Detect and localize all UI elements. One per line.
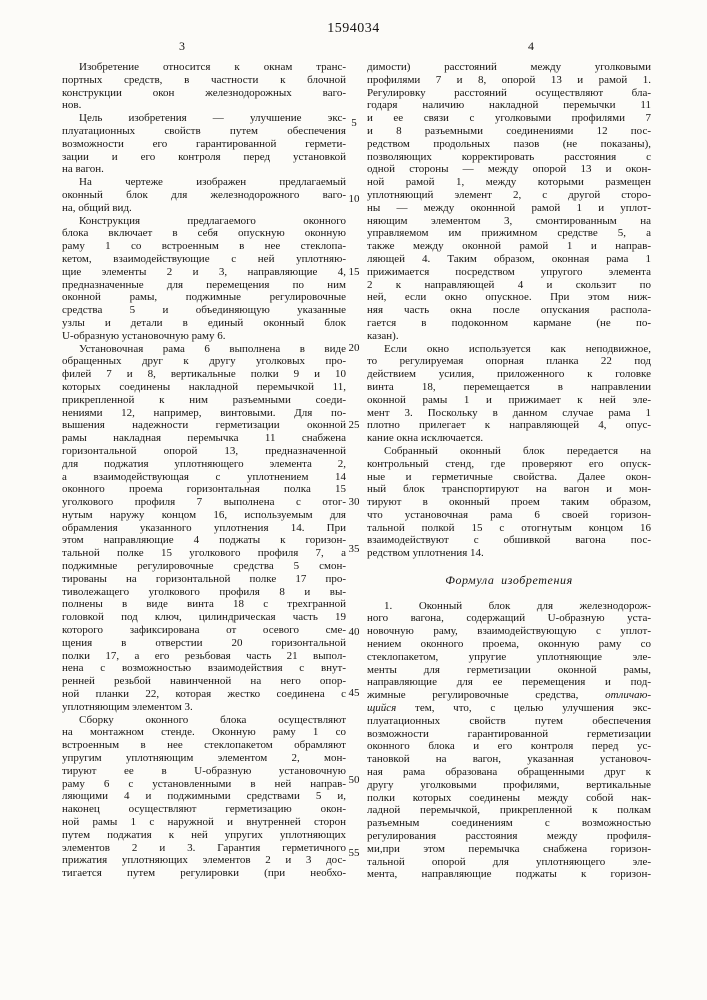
text-line: предназначенные для перемещения по ним: [62, 278, 346, 291]
text-line: оконной рамы, поджимные регулировочные: [62, 291, 346, 304]
text-line: ней, если окно опускное. При этом ниж-: [367, 291, 651, 304]
text-line: тальной опорой для уплотняющего эле-: [367, 855, 651, 868]
text-line: На чертеже изображен предлагаемый: [79, 176, 346, 189]
text-line: Регулировку расстояний осуществляют бла-: [367, 86, 651, 99]
line-number-35: 35: [348, 543, 360, 555]
text-line: раму 1 со встроенным в нее стеклопа-: [62, 240, 346, 253]
text-line: направляющие для ее перемещения и под-: [367, 676, 651, 689]
text-line: U-образную установочную раму 6.: [62, 329, 226, 342]
text-line: няя часть окна после опускания распола-: [367, 304, 651, 317]
text-line: на вагон.: [62, 163, 104, 176]
text-line: ной рамы 1 с наружной и внутренней сторон: [62, 816, 346, 829]
text-line: прижимается посредством упругого элемента: [367, 265, 651, 278]
text-line: ляющей 4. Таким образом, оконная рама 1: [367, 252, 651, 265]
text-line: прижатия уплотняющих элементов 2 и 3 дос-: [62, 854, 346, 867]
text-line: ные и герметичные свойства. Далее окон-: [367, 470, 651, 483]
text-line: новочную раму, взаимодействующую с уплот-: [367, 625, 651, 638]
text-line: этом направляющие 4 поджаты к горизон-: [62, 534, 346, 547]
text-line: нутым наружу концом 16, используемым для: [62, 508, 346, 521]
text-line: и ее связи с уголковыми профилями 7: [367, 112, 651, 125]
text-line: ренней резьбой навинченной на него опор-: [62, 675, 346, 688]
patent-number: 1594034: [327, 21, 380, 36]
column-number-left: 3: [179, 39, 185, 53]
text-line: гается в подоконном кармане (не по-: [367, 316, 651, 329]
text-line: Если окно используется как неподвижное,: [384, 342, 651, 355]
text-line: путем поджатия к ней упругих уплотняющих: [62, 828, 346, 841]
text-line: менты для герметизации оконной рамы,: [367, 663, 651, 676]
text-line: ляющими 4 и поджимными средствами 5 и,: [62, 790, 346, 803]
text-line: винта 18, перемещается в направлении: [367, 380, 651, 393]
text-line: димости) расстояний между уголковыми: [367, 61, 651, 73]
text-line: Собранный оконный блок передается на: [384, 444, 651, 457]
line-number-15: 15: [348, 266, 360, 278]
text-line: Установочная рама 6 выполнена в виде: [79, 342, 346, 355]
text-line: позволяющих корректировать расстояния с: [367, 150, 651, 163]
text-line: узлы и детали в единый оконный блок: [62, 316, 346, 329]
text-line: также между оконной рамой 1 и направ-: [367, 240, 651, 253]
text-line: ми,при этом перемычка снабжена горизон-: [367, 842, 651, 855]
text-line: действием усилия, приложенного к головке: [367, 368, 651, 381]
text-line: профилями 7 и 8, опорой 13 и рамой 1.: [367, 73, 651, 86]
text-line: редством продольных пазов (не показаны),: [367, 137, 651, 150]
text-line: Конструкция предлагаемого оконного: [79, 214, 346, 227]
line-number-gutter: [342, 0, 366, 1000]
text-line: казан).: [367, 329, 399, 342]
line-number-5: 5: [351, 117, 357, 129]
line-number-25: 25: [348, 419, 360, 431]
text-line: кетом, взаимодействующие с ней уплотняю-: [62, 252, 346, 265]
text-line: 1. Оконный блок для железнодорож-: [384, 599, 651, 612]
text-line: одной стороны — между опорой 13 и окон-: [367, 163, 651, 176]
text-line: что установочная рама 6 своей горизон-: [367, 508, 651, 521]
text-line: которого зафиксирована от осевого сме-: [62, 624, 346, 637]
text-line: то регулируемая опорная планка 22 под: [367, 355, 651, 368]
text-line: а взаимодействующая с уплотнением 14: [62, 470, 346, 483]
text-line: поджимные регулировочные средства 5 смон-: [62, 560, 346, 573]
text-line: возможности его гарантированной гермети-: [62, 137, 346, 150]
text-line: оконный блок для железнодорожного ваго-: [62, 188, 346, 201]
text-line: ного вагона, содержащий U-образную уста-: [367, 612, 651, 625]
text-line: тированы на горизонтальной полке 17 про-: [62, 572, 346, 585]
text-line: горизонтальной опорой 13, предназначенной: [62, 444, 346, 457]
text-line: уплотняющий элемент 2, с другой сторо-: [367, 188, 651, 201]
text-line: вышения надежности герметизации оконной: [62, 419, 346, 432]
text-column-right: [367, 61, 651, 881]
text-line: ная рама образована обращенными друг к: [367, 766, 651, 779]
text-line: Цель изобретения — улучшение экс-: [79, 112, 346, 125]
text-line: тируют в оконный проем таким образом,: [367, 496, 651, 509]
text-line: другу уголковыми профилями, вертикальные: [367, 778, 651, 791]
text-column-left: [62, 61, 346, 880]
text-line: оконного блока и его контроля перед ус-: [367, 740, 651, 753]
text-line: упругим уплотняющим элементом 2, мон-: [62, 752, 346, 765]
text-line: обращенных друг к другу уголковых про-: [62, 355, 346, 368]
text-line: тальной полке 15 уголкового профиля 7, а: [62, 547, 346, 560]
text-line: на, общий вид.: [62, 201, 132, 214]
line-number-30: 30: [348, 496, 360, 508]
text-line: которых соединены накладной перемычкой 11,: [62, 380, 346, 393]
text-line: обрамления указанного уплотнения 14. При: [62, 521, 346, 534]
blank-line: [367, 560, 651, 573]
text-line: филей 7 и 8, вертикальные полки 9 и 10: [62, 368, 346, 381]
text-line: плуатационных свойств путем обеспечения: [62, 124, 346, 137]
text-line: встроенным в нее стеклопакетом обрамляют: [62, 739, 346, 752]
text-line: элементов 2 и 3. Гарантия герметичного: [62, 841, 346, 854]
text-line: управляемом им прижимном средстве 5, а: [367, 227, 651, 240]
text-line: уголкового профиля 7 выполнена с отог-: [62, 496, 346, 509]
line-number-10: 10: [348, 193, 360, 205]
text-line: плотно прилегает к направляющей 4, опус-: [367, 419, 651, 432]
text-line: стеклопакетом, упругие уплотняющие эле-: [367, 650, 651, 663]
text-line: мент 3. Поскольку в данном случае рама 1: [367, 406, 651, 419]
text-line: щения в отверстии 20 горизонтальной: [62, 636, 346, 649]
text-line: годаря наличию накладной перемычки 11: [367, 99, 651, 112]
text-line: оконной рамы 1 и прижимает к ней эле-: [367, 393, 651, 406]
text-line: Сборку оконного блока осуществляют: [79, 713, 346, 726]
text-line: оконного проема горизонтальная полка 15: [62, 483, 346, 496]
text-line: нов.: [62, 99, 82, 112]
text-line: зации и его контроля перед установкой: [62, 150, 346, 163]
text-line: и 8 разъемными соединениями 12 пос-: [367, 124, 651, 137]
text-line: рамы накладная перемычка 11 снабжена: [62, 432, 346, 445]
text-line: наконец осуществляют герметизацию окон-: [62, 803, 346, 816]
text-line: на монтажном стенде. Оконную раму 1 со: [62, 726, 346, 739]
line-number-55: 55: [348, 847, 360, 859]
text-line: тальной полкой 15 с отогнутым концом 16: [367, 521, 651, 534]
text-line: прикрепленной к ним разъемными соеди-: [62, 393, 346, 406]
text-line: блока включает в себя опускную оконную: [62, 227, 346, 240]
text-line: головкой под ключ, цилиндрическая часть 19: [62, 611, 346, 624]
text-line: полнены в виде винта 18 с трехгранной: [62, 598, 346, 611]
text-line: ны — между оконнной рамой 1 и уплот-: [367, 201, 651, 214]
text-line: полки 17, а его резьбовая часть 21 выпол-: [62, 649, 346, 662]
text-line: взаимодействуют с обшивкой вагона пос-: [367, 534, 651, 547]
text-line: регулирования расстояния между профиля-: [367, 830, 651, 843]
text-line: уплотняющим элементом 3.: [62, 700, 193, 713]
text-line: нением оконного проема, оконную раму со: [367, 638, 651, 651]
text-line: ной рамой 1, между которыми размещен: [367, 176, 651, 189]
line-number-45: 45: [348, 687, 360, 699]
text-line: портных средств, в частности к блочной: [62, 73, 346, 86]
text-line: щийся тем, что, с целью улучшения экс-: [367, 702, 651, 715]
section-heading: Формула изобретения: [445, 572, 573, 587]
text-line: жимные регулировочные средства, отличаю-: [367, 689, 651, 702]
text-line: щие элементы 2 и 3, направляющие 4,: [62, 265, 346, 278]
text-line: возможности гарантированной герметизации: [367, 727, 651, 740]
text-line: редством уплотнения 14.: [367, 547, 484, 560]
text-line: раму 6 с установленными в ней направ-: [62, 777, 346, 790]
text-line: тиволежащего уголкового профиля 8 и вы-: [62, 585, 346, 598]
text-line: тигается путем регулировки (при необхо-: [62, 867, 346, 880]
text-line: тируют ее в U-образную установочную: [62, 764, 346, 777]
text-line: плуатационных свойств путем обеспечения: [367, 714, 651, 727]
line-number-40: 40: [348, 626, 360, 638]
text-line: для поджатия уплотняющего элемента 2,: [62, 457, 346, 470]
text-line: няющим элементом 3, смонтированным на: [367, 214, 651, 227]
text-line: ный блок транспортируют на вагон и мон-: [367, 483, 651, 496]
text-line: ладной перемычкой, прикрепленной к полкам: [367, 804, 651, 817]
text-line: разъемным соединениям с возможностью: [367, 817, 651, 830]
line-number-20: 20: [348, 342, 360, 354]
text-line: конструкции окон железнодорожных ваго-: [62, 86, 346, 99]
text-line: нениями 12, например, винтовыми. Для по-: [62, 406, 346, 419]
text-line: Изобретение относится к окнам транс-: [79, 61, 346, 73]
text-line: мента, направляющие поджаты к горизон-: [367, 868, 651, 881]
text-line: ной планки 22, которая жестко соединена с: [62, 688, 346, 701]
blank-line: [367, 587, 651, 600]
text-line: контрольный стенд, где проверяют его опуск-: [367, 457, 651, 470]
text-line: тановкой на вагон, указанная установоч-: [367, 753, 651, 766]
text-line: полки которых соединены между собой нак-: [367, 791, 651, 804]
text-line: кание окна исключается.: [367, 432, 484, 445]
line-number-50: 50: [348, 774, 360, 786]
text-line: 2 к направляющей 4 и скользит по: [367, 278, 651, 291]
text-line: средства 5 и объединяющую указанные: [62, 304, 346, 317]
column-number-right: 4: [528, 39, 534, 53]
text-line: нена с возможностью взаимодействия с внут-: [62, 662, 346, 675]
